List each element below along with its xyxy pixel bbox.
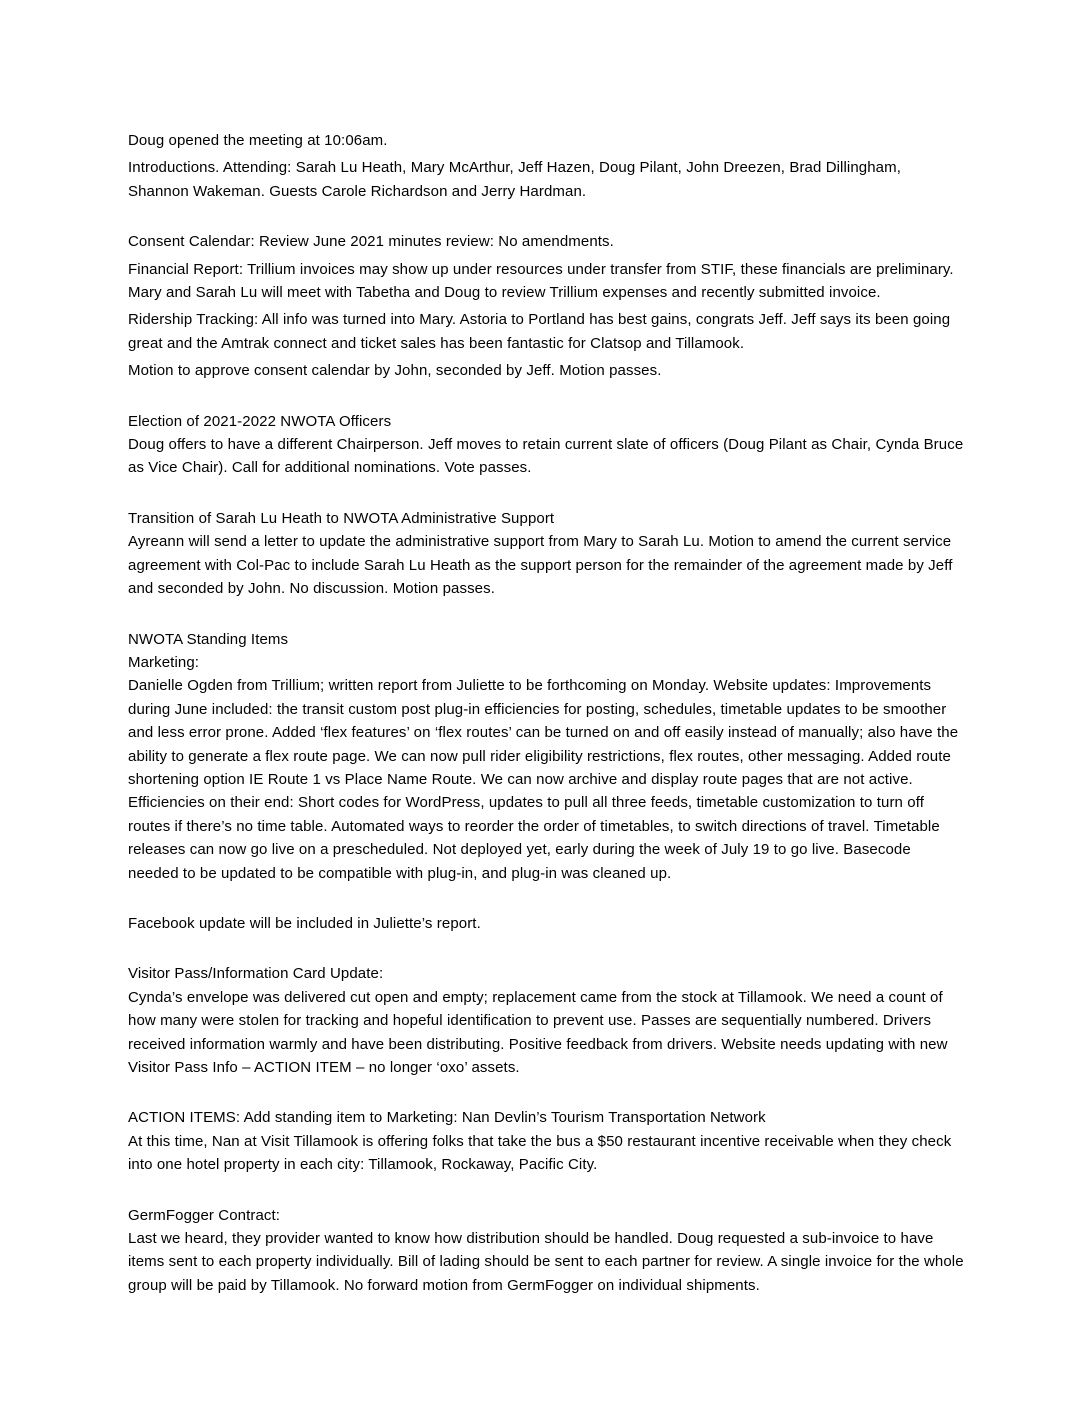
- paragraph-block: [128, 962, 964, 1079]
- text-line: Consent Calendar: Review June 2021 minutes review: No amendments.: [128, 233, 614, 251]
- text-line: Marketing:: [128, 653, 200, 671]
- paragraph-block: [128, 912, 964, 935]
- paragraph-block: [128, 258, 964, 305]
- text-line: Doug offers to have a different Chairperson. Jeff moves to retain current slate of officers (Doug Pilant as Chair, Cynda Bruce as Vice Chair). Call for additional nominations. Vote passes.: [128, 436, 964, 477]
- text-line: Ridership Tracking: All info was turned into Mary. Astoria to Portland has best gains, congrats Jeff. Jeff says its been going great and the Amtrak connect and ticket sales has been fantastic for Clatsop and Tillamook.: [128, 311, 951, 352]
- paragraph-block: [128, 156, 964, 203]
- text-line: Danielle Ogden from Trillium; written report from Juliette to be forthcoming on Monday. Website updates: Improvements during June included: the transit custom post plug-in efficiencies for posting, schedules, timetable updates to be smoother and less error prone. Added ‘flex features’ on ‘flex routes’ can be turned on and off easily instead of manually; also have the ability to generate a flex route page. We can now pull rider eligibility restrictions, flex routes, other messaging. Added route shortening option IE Route 1 vs Place Name Route. We can now archive and display route pages that are not active. Efficiencies on their end: Short codes for WordPress, updates to pull all three feeds, timetable customization to turn off routes if there’s no time table. Automated ways to reorder the order of timetables, to switch directions of travel. Timetable releases can now go live on a prescheduled. Not deployed yet, early during the week of July 19 to go live. Basecode needed to be updated to be compatible with plug-in, and plug-in was cleaned up.: [128, 677, 959, 882]
- paragraph-block: [128, 308, 964, 355]
- paragraph-block: [128, 230, 964, 253]
- text-line: Election of 2021-2022 NWOTA Officers: [128, 412, 392, 430]
- text-line: Visitor Pass/Information Card Update:: [128, 965, 384, 983]
- meeting-minutes-text: [128, 129, 964, 1301]
- paragraph-block: [128, 507, 964, 601]
- text-line: At this time, Nan at Visit Tillamook is offering folks that take the bus a $50 restaurant incentive receivable when they check into one hotel property in each city: Tillamook, Rockaway, Pacific City.: [128, 1132, 952, 1174]
- paragraph-block: [128, 359, 964, 382]
- text-line: Cynda’s envelope was delivered cut open and empty; replacement came from the stock at Tillamook. We need a count of how many were stolen for tracking and hopeful identification to prevent use. Passes are sequentially numbered. Drivers received information warmly and have been distributing. Positive feedback from drivers. Website needs updating with new Visitor Pass Info – ACTION ITEM – no longer ‘oxo’ assets.: [128, 988, 948, 1076]
- text-line: Introductions. Attending: Sarah Lu Heath, Mary McArthur, Jeff Hazen, Doug Pilant, John Dreezen, Brad Dillingham, Shannon Wakeman. Guests Carole Richardson and Jerry Hardman.: [128, 159, 901, 200]
- text-line: Facebook update will be included in Juliette’s report.: [128, 914, 481, 932]
- paragraph-block: [128, 410, 964, 480]
- paragraph-block: [128, 628, 964, 885]
- text-line: ACTION ITEMS: Add standing item to Marketing: Nan Devlin’s Tourism Transportation Network: [128, 1109, 766, 1127]
- paragraph-block: [128, 129, 964, 152]
- text-line: Transition of Sarah Lu Heath to NWOTA Administrative Support: [128, 509, 555, 527]
- paragraph-block: [128, 1106, 964, 1176]
- text-line: Ayreann will send a letter to update the administrative support from Mary to Sarah Lu. Motion to amend the current service agreement with Col-Pac to include Sarah Lu Heath as the support person for the remainder of the agreement made by Jeff and seconded by John. No discussion. Motion passes.: [128, 533, 953, 598]
- text-line: Motion to approve consent calendar by John, seconded by Jeff. Motion passes.: [128, 362, 662, 380]
- text-line: Last we heard, they provider wanted to know how distribution should be handled. Doug requested a sub-invoice to have items sent to each property individually. Bill of lading should be sent to each partner for review. A single invoice for the whole group will be paid by Tillamook. No forward motion from GermFogger on individual shipments.: [128, 1230, 964, 1294]
- text-line: Financial Report: Trillium invoices may show up under resources under transfer from STIF, these financials are preliminary. Mary and Sarah Lu will meet with Tabetha and Doug to review Trillium expenses and recently submitted invoice.: [128, 260, 954, 302]
- paragraph-block: [128, 1204, 964, 1298]
- text-line: NWOTA Standing Items: [128, 630, 289, 648]
- text-line: GermFogger Contract:: [128, 1206, 281, 1224]
- text-line: Doug opened the meeting at 10:06am.: [128, 132, 388, 149]
